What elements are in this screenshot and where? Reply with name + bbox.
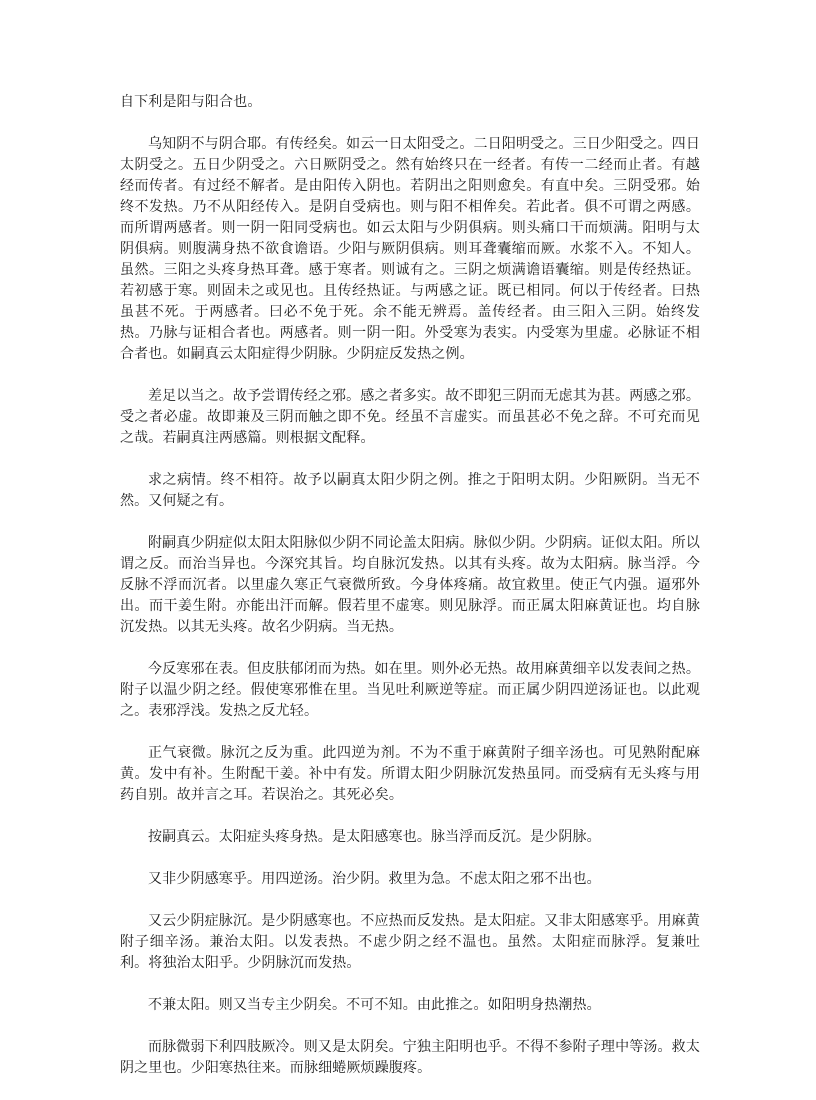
paragraph-9: 又非少阴感寒乎。用四逆汤。治少阴。救里为急。不虑太阳之邪不出也。 — [148, 871, 601, 887]
paragraph-8: 按嗣真云。太阳症头疼身热。是太阳感寒也。脉当浮而反沉。是少阴脉。 — [148, 829, 601, 845]
paragraph-3: 差足以当之。故予尝谓传经之邪。感之者多实。故不即犯三阴而无虑其为甚。两感之邪。受之者必虚。故即兼及三阴而触之即不免。经虽不言虚实。而虽甚必不免之辞。不可充而见之哉。若嗣真注两感篇。则根据文配释。 — [120, 388, 700, 446]
paragraph-5: 附嗣真少阴症似太阳太阳脉似少阴不同论盖太阳病。脉似少阴。少阴病。证似太阳。所以谓之反。而治当异也。今深究其旨。均自脉沉发热。以其有头疼。故为太阳病。脉当浮。今反脉不浮而沉者。以里虚久寒正气衰微所致。今身体疼痛。故宜救里。使正气内强。逼邪外出。而干姜生附。亦能出汗而解。假若里不虚寒。则见脉浮。而正属太阳麻黄证也。均自脉沉发热。以其无头疼。故名少阴病。当无热。 — [120, 535, 700, 635]
paragraph-2: 乌知阴不与阴合耶。有传经矣。如云一日太阳受之。二日阳明受之。三日少阳受之。四日太阴受之。五日少阴受之。六日厥阴受之。然有始终只在一经者。有传一二经而止者。有越经而传者。有过经不解者。是由阳传入阴也。若阴出之阳则愈矣。有直中矣。三阴受邪。始终不发热。乃不从阳经传入。是阴自受病也。则与阳不相侔矣。若此者。俱不可谓之两感。而所谓两感者。则一阴一阳同受病也。如云太阳与少阴俱病。则头痛口干而烦满。阳明与太阴俱病。则腹满身热不欲食谵语。少阳与厥阴俱病。则耳聋囊缩而厥。水浆不入。不知人。虽然。三阳之头疼身热耳聋。感于寒者。则诚有之。三阴之烦满谵语囊缩。则是传经热证。若初感于寒。则固未之或见也。且传经热证。与两感之证。既已相同。何以于传经者。曰热虽甚不死。于两感者。曰必不免于死。余不能无辨焉。盖传经者。由三阳入三阴。始终发热。乃脉与证相合者也。两感者。则一阴一阳。外受寒为表实。内受寒为里虚。必脉证不相合者也。如嗣真云太阳症得少阴脉。少阴症反发热之例。 — [120, 136, 700, 362]
paragraph-7: 正气衰微。脉沉之反为重。此四逆为剂。不为不重于麻黄附子细辛汤也。可见熟附配麻黄。发中有补。生附配干姜。补中有发。所谓太阳少阴脉沉发热虽同。而受病有无头疼与用药自别。故并言之耳。若误治之。其死必矣。 — [120, 745, 700, 803]
paragraph-12: 而脉微弱下利四肢厥冷。则又是太阴矣。宁独主阳明也乎。不得不参附子理中等汤。救太阴之里也。少阳寒热往来。而脉细蜷厥烦躁腹疼。 — [120, 1039, 700, 1076]
paragraph-11: 不兼太阳。则又当专主少阴矣。不可不知。由此推之。如阳明身热潮热。 — [148, 997, 601, 1013]
paragraph-10: 又云少阴症脉沉。是少阴感寒也。不应热而反发热。是太阳症。又非太阳感寒乎。用麻黄附子细辛汤。兼治太阳。以发表热。不虑少阴之经不温也。虽然。太阳症而脉浮。复兼吐利。将独治太阳乎。少阴脉沉而发热。 — [120, 913, 700, 971]
paragraph-6: 今反寒邪在表。但皮肤郁闭而为热。如在里。则外必无热。故用麻黄细辛以发表间之热。附子以温少阴之经。假使寒邪惟在里。当见吐利厥逆等症。而正属少阴四逆汤证也。以此观之。表邪浮浅。发热之反尤轻。 — [120, 661, 700, 719]
paragraph-1: 自下利是阳与阳合也。 — [120, 94, 262, 110]
document-page — [120, 92, 700, 1100]
paragraph-4: 求之病情。终不相符。故予以嗣真太阳少阴之例。推之于阳明太阴。少阳厥阴。当无不然。又何疑之有。 — [120, 472, 700, 509]
